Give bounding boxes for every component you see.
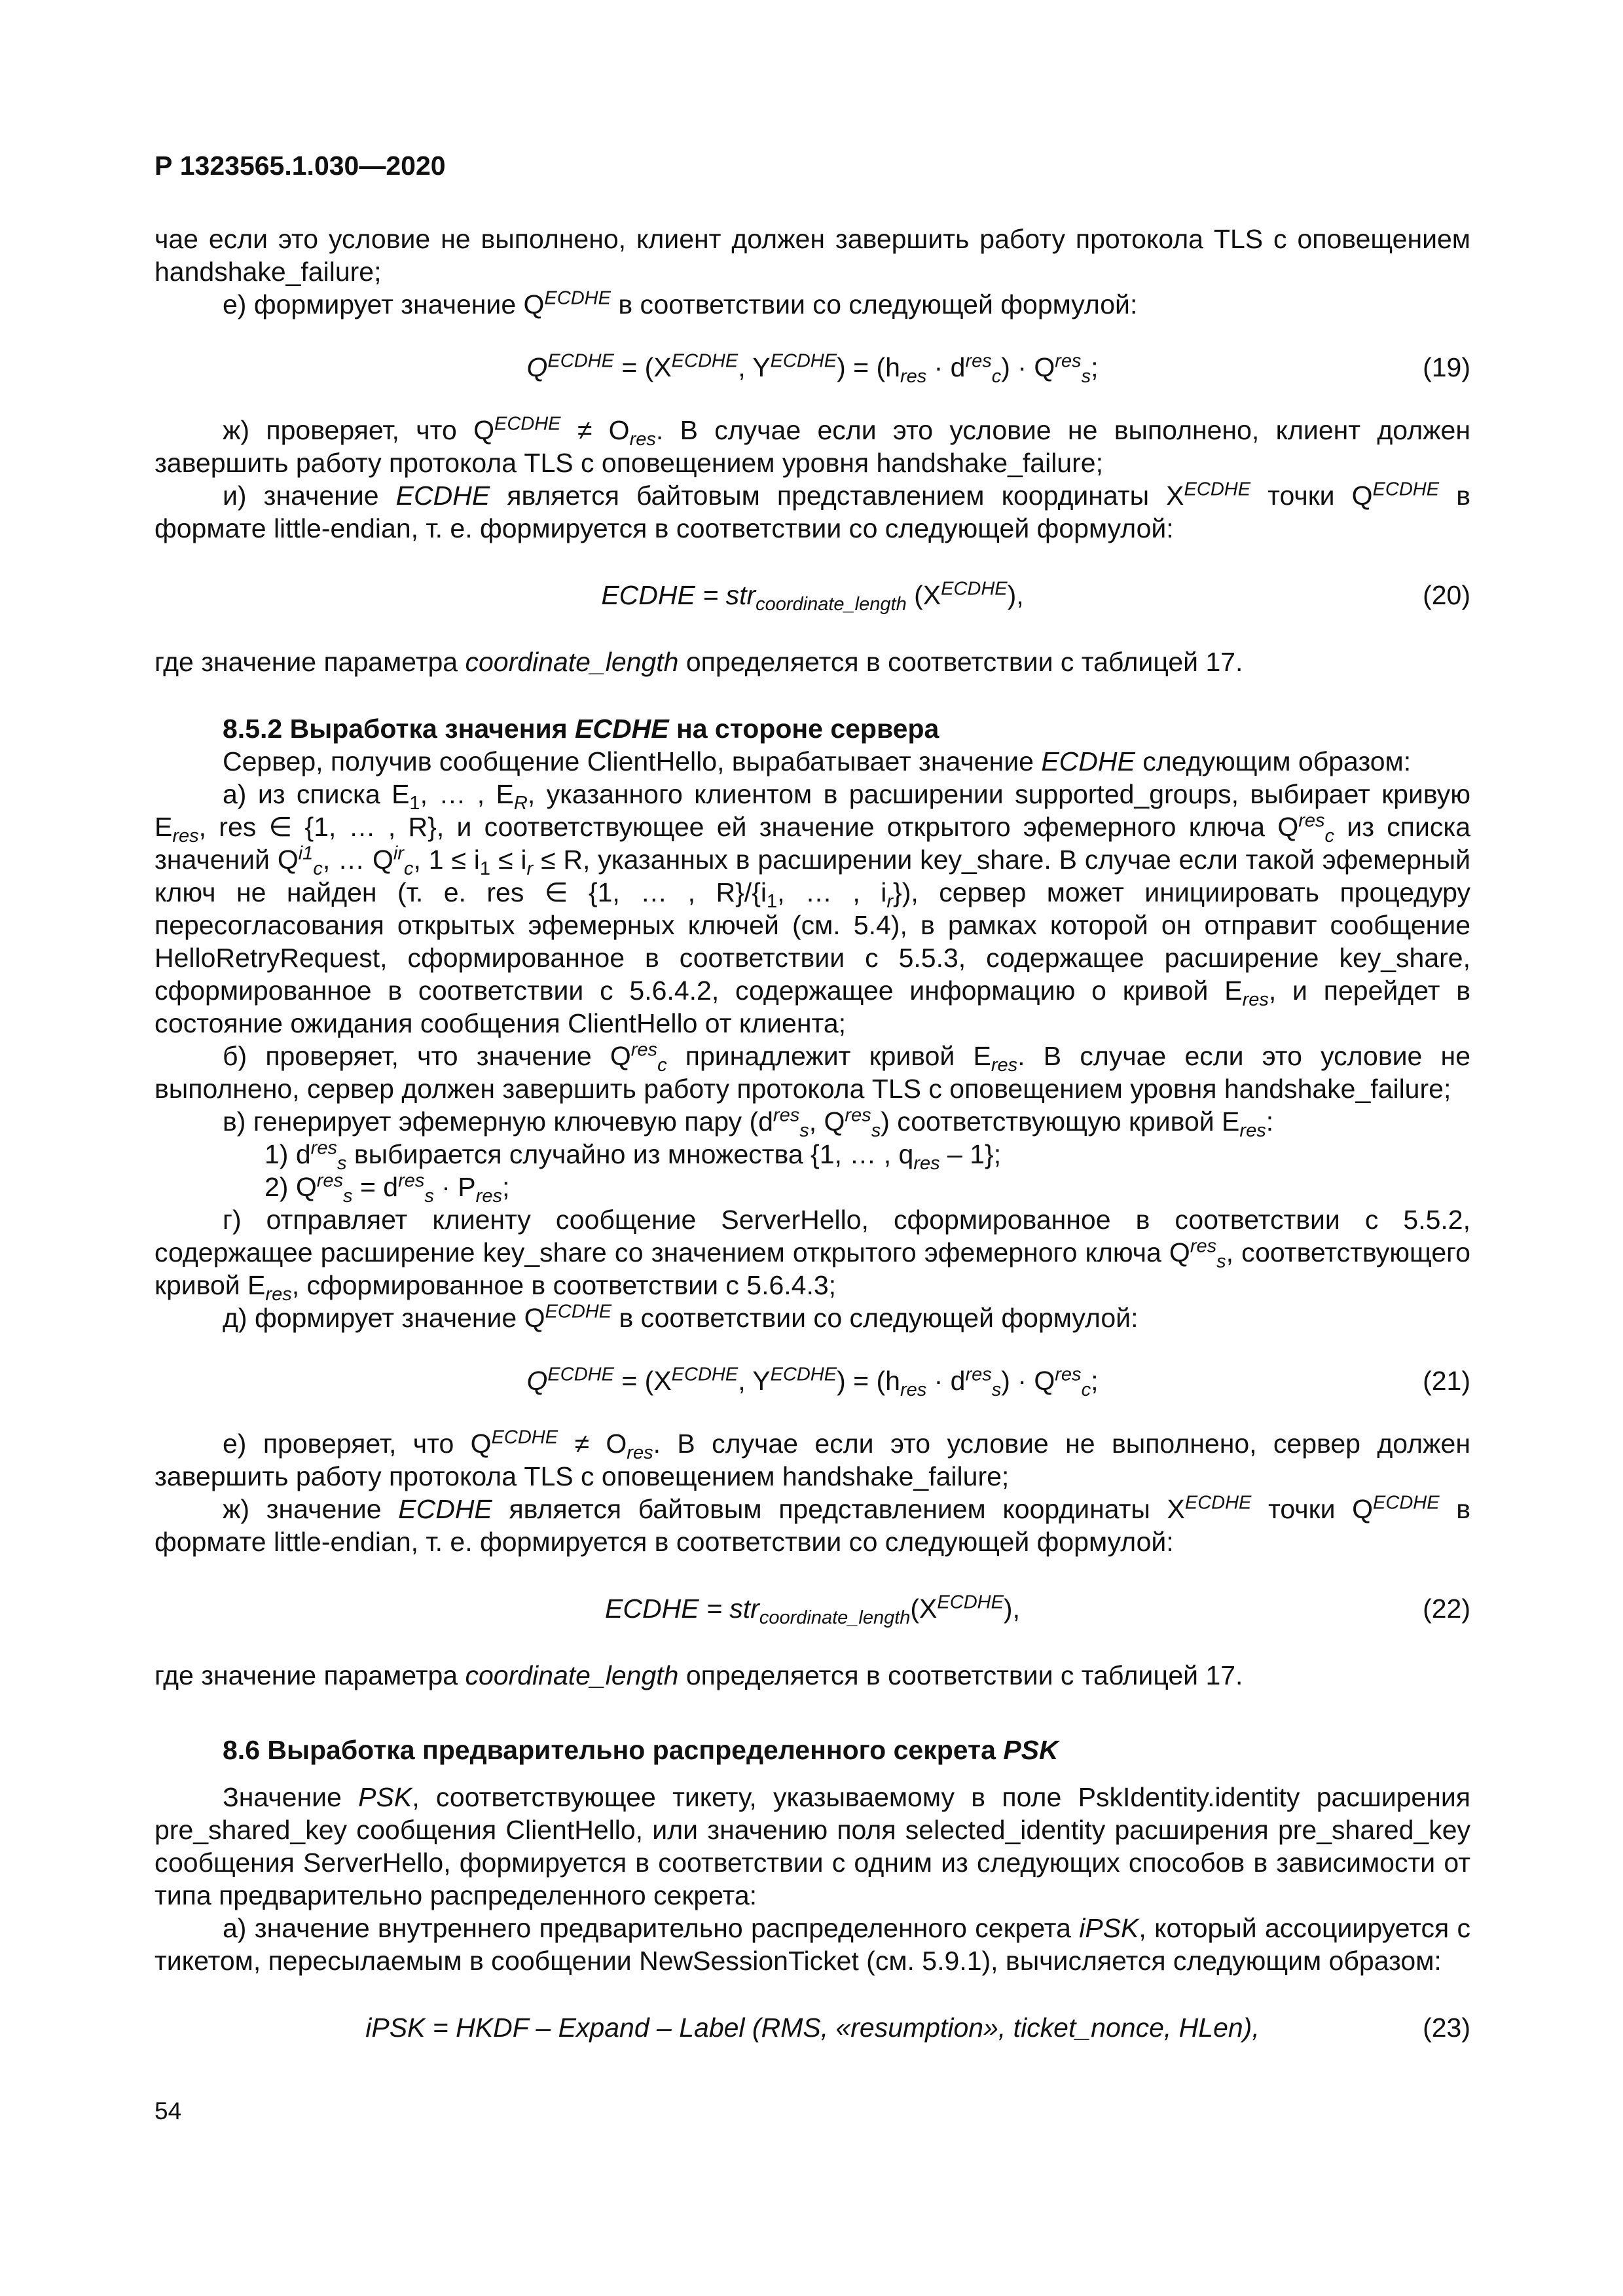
equation-22 — [155, 1592, 1470, 1629]
paragraph: в) генерирует эфемерную ключевую пару ($d^{res}_s$, $Q^{res}_s$) соответствующую кривой $E_{res}$: — [223, 1104, 1274, 1142]
equation-body: ECDHE = $str_{coordinate\_length}(X^{ECDHE})$, — [605, 1592, 1020, 1629]
equation-body: ECDHE = str$_{coordinate\_length}$ $(X^{ECDHE})$, — [601, 578, 1024, 615]
paragraph: е) формирует значение $Q^{ECDHE}$ в соответствии со следующей формулой: — [223, 287, 1138, 319]
equation-number: (23) — [1423, 2013, 1470, 2043]
paragraph: а) значение внутреннего предварительно распределенного секрета iPSK, который ассоциируется с тикетом, пересылаемым в сообщении NewSessionTicket (см. 5.9.1), вычисляется следующим образом: — [155, 1913, 1470, 1976]
equation-20 — [155, 578, 1470, 615]
equation-body: $Q^{ECDHE} = (X^{ECDHE}$, $Y^{ECDHE}) = (h_{res} \cdot d^{res}_c) \cdot Q^{res}_s$; — [526, 350, 1099, 388]
equation-number: (20) — [1423, 580, 1470, 610]
paragraph: где значение параметра coordinate_length определяется в соответствии с таблицей 17. — [155, 1660, 1243, 1690]
equation-number: (22) — [1423, 1594, 1470, 1624]
page-body — [155, 223, 1470, 2044]
equation-body: $Q^{ECDHE} = (X^{ECDHE}$, $Y^{ECDHE}) = (h_{res} \cdot d^{res}_s) \cdot Q^{res}_c$; — [526, 1364, 1099, 1401]
equation-body: iPSK = HKDF – Expand – Label (RMS, «resumption», ticket_nonce, HLen), — [365, 2013, 1260, 2043]
paragraph: г) отправляет клиенту сообщение ServerHello, сформированное в соответствии с 5.5.2, содержащее расширение key_share со значением открытого эфемерного ключа $Q^{res}_s$, соответствующего кривой $E_{res}$, сформированное в соответствии с 5.6.4.3; — [155, 1205, 1470, 1305]
equation-21 — [155, 1364, 1470, 1401]
paragraph: ж) проверяет, что $Q^{ECDHE} \ne O_{res}$. В случае если это условие не выполнено, клиент должен завершить работу протокола TLS с оповещением уровня handshake_failure; — [155, 413, 1470, 478]
paragraph: д) формирует значение $Q^{ECDHE}$ в соответствии со следующей формулой: — [223, 1301, 1139, 1333]
equation-number: (21) — [1423, 1366, 1470, 1396]
equation-number: (19) — [1423, 352, 1470, 382]
paragraph: Сервер, получив сообщение ClientHello, вырабатывает значение ECDHE следующим образом: — [223, 746, 1412, 776]
page-number: 54 — [155, 2098, 182, 2124]
paragraph: где значение параметра coordinate_length определяется в соответствии с таблицей 17. — [155, 647, 1243, 677]
paragraph: б) проверяет, что значение $Q^{res}_c$ принадлежит кривой $E_{res}$. В случае если это условие не выполнено, сервер должен завершить работу протокола TLS с оповещением уровня handshake_failure; — [155, 1039, 1471, 1104]
paragraph: ж) значение ECDHE является байтовым представлением координаты $X^{ECDHE}$ точки $Q^{ECDHE}$ в формате little-endian, т. е. формируется в соответствии со следующей формулой: — [155, 1492, 1471, 1557]
section-heading-8-6: 8.6 Выработка предварительно распределенного секрета PSK — [223, 1735, 1059, 1765]
paragraph: Значение PSK, соответствующее тикету, указываемому в поле PskIdentity.identity расширения pre_shared_key сообщения ClientHello, или значению поля selected_identity расширения pre_shared_key сообщения ServerHello, формируется в соответствии с одним из следующих способов в зависимости от типа предварительно распределенного секрета: — [155, 1782, 1470, 1910]
section-heading-8-5-2: 8.5.2 Выработка значения ECDHE на стороне сервера — [223, 714, 939, 744]
list-item: 1) $d^{res}_s$ выбирается случайно из множества {1, … , $q_{res} - 1$}; — [264, 1137, 1002, 1175]
paragraph: чае если это условие не выполнено, клиент должен завершить работу протокола TLS с оповещением handshake_failure; — [155, 224, 1470, 287]
paragraph: е) проверяет, что $Q^{ECDHE} \ne O_{res}$. В случае если это условие не выполнено, сервер должен завершить работу протокола TLS с оповещением handshake_failure; — [155, 1427, 1470, 1491]
document-id: Р 1323565.1.030—2020 — [155, 151, 446, 181]
paragraph: а) из списка $E_1$, … , $E_R$, указанного клиентом в расширении supported_groups, выбирает кривую $E_{res}$, res ∈ {1, … , R}, и соответствующее ей значение открытого эфемерного ключа $Q^{res}_c$ из списка значений $Q^{i1}_c$, … $Q^{ir}_c$, $1 \le i_1 \le i_r \le R$, указанных в расширении key_share. В случае если такой эфемерный ключ не найден (т. е. res ∈ {1, … , $R\}/\{i_1$, … , $i_r$}), сервер может инициировать процедуру пересогласования открытых эфемерных ключей (см. 5.4), в рамках которой он отправит сообщение HelloRetryRequest, сформированное в соответствии с 5.5.3, содержащее расширение key_share, сформированное в соответствии с 5.6.4.2, содержащее информацию о кривой $E_{res}$, и перейдет в состояние ожидания сообщения ClientHello от клиента; — [155, 779, 1471, 1038]
paragraph: и) значение ECDHE является байтовым представлением координаты $X^{ECDHE}$ точки $Q^{ECDHE}$ в формате little-endian, т. е. формируется в соответствии со следующей формулой: — [155, 479, 1470, 543]
equation-23 — [155, 2011, 1470, 2044]
equation-19 — [155, 350, 1470, 388]
list-item: 2) $Q^{res}_s = d^{res}_s \cdot P_{res}$; — [264, 1170, 510, 1207]
